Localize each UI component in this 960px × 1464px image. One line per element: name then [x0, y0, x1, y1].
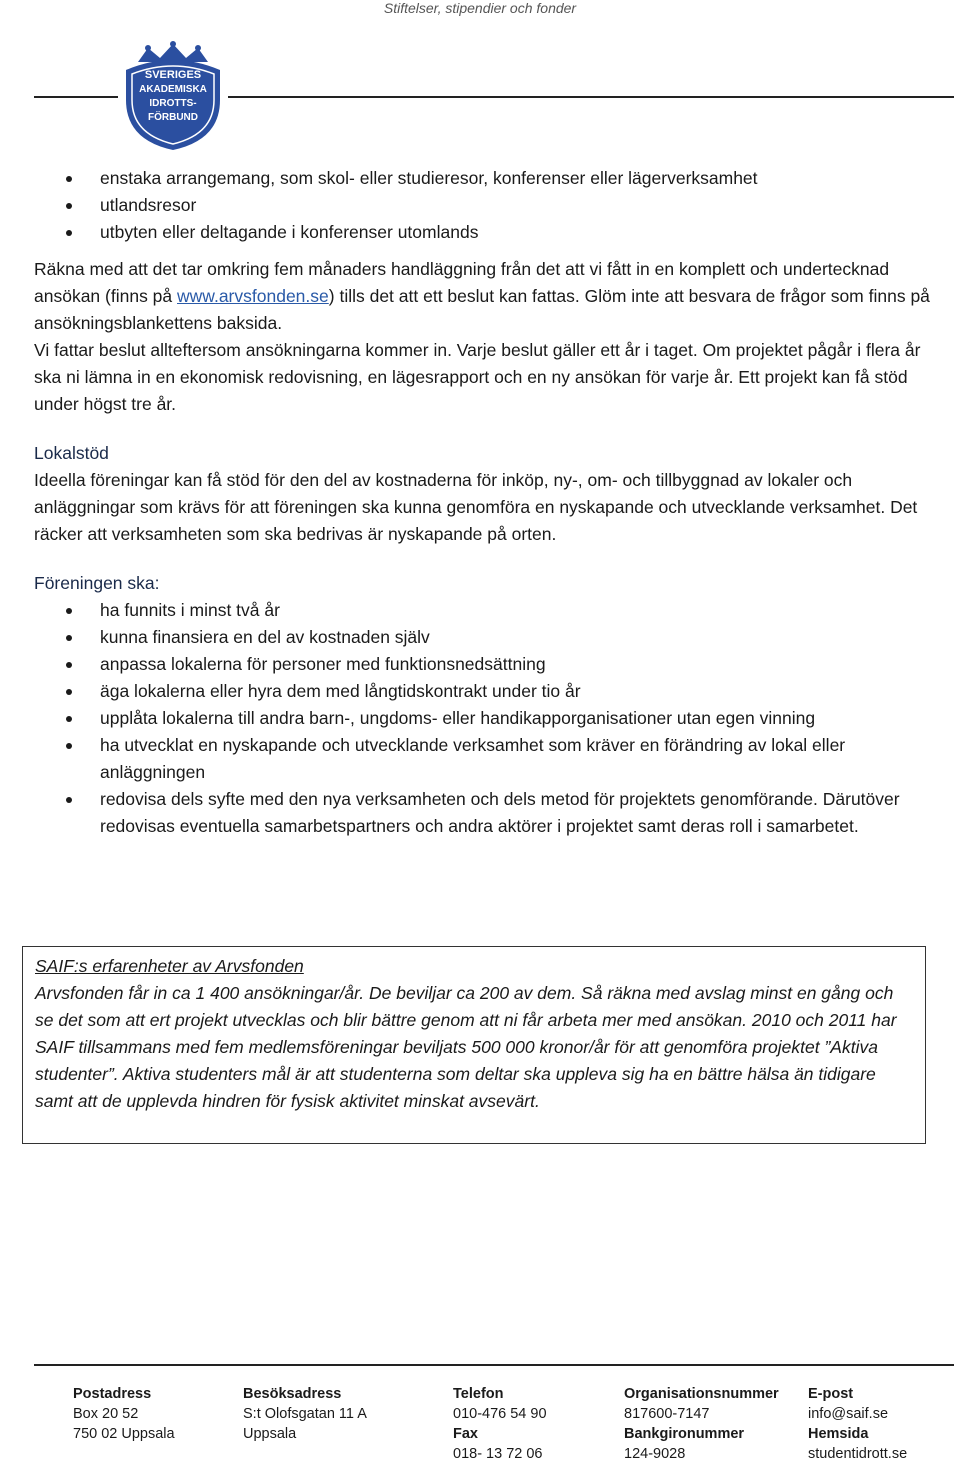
saif-logo: [118, 40, 228, 152]
svg-text:AKADEMISKA: AKADEMISKA: [139, 84, 207, 95]
footer-organisationsnummer: Organisationsnummer 817600-7147 Bankgironummer 124-9028: [624, 1386, 779, 1462]
bullet-icon: [66, 608, 72, 614]
bullet-icon: [66, 716, 72, 722]
footer-divider: [34, 1364, 954, 1366]
activity-list: [34, 165, 934, 246]
website-link[interactable]: studentidrott.se: [808, 1446, 908, 1462]
bullet-icon: [66, 203, 72, 209]
list-item: anpassa lokalerna för personer med funktionsnedsättning: [34, 651, 934, 678]
processing-time-paragraph: Räkna med att det tar omkring fem månaders handläggning från det att vi fått in en komplett och undertecknad ansökan (finns på www.arvsfonden.se) tills det att ett beslut kan fattas. Glöm inte att besvara de frågor som finns på ansökningsblankettens baksida.: [34, 259, 930, 333]
svg-text:FÖRBUND: FÖRBUND: [148, 112, 198, 123]
bullet-icon: [66, 689, 72, 695]
requirements-list: [34, 597, 934, 840]
foreningen-heading: Föreningen ska:: [34, 573, 160, 593]
saif-experience-box: [22, 946, 926, 1144]
list-item: enstaka arrangemang, som skol- eller studieresor, konferenser eller lägerverksamhet: [34, 165, 934, 192]
bullet-icon: [66, 797, 72, 803]
page-header-title: Stiftelser, stipendier och fonder: [383, 0, 577, 16]
lokalstod-paragraph: Ideella föreningar kan få stöd för den del av kostnaderna för inköp, ny-, om- och tillbyggnad av lokaler och anläggningar som krävs för att föreningen ska kunna genomföra en nyskapande och utvecklande verksamhet. Det räcker att verksamheten som ska bedrivas är nyskapande på orten.: [34, 470, 918, 544]
bullet-icon: [66, 176, 72, 182]
list-item: ha funnits i minst två år: [34, 597, 934, 624]
list-item: kunna finansiera en del av kostnaden själv: [34, 624, 934, 651]
svg-text:SVERIGES: SVERIGES: [144, 69, 202, 81]
list-item: ha utvecklat en nyskapande och utvecklande verksamhet som kräver en förändring av lokal eller anläggningen: [34, 732, 934, 786]
list-item: äga lokalerna eller hyra dem med långtidskontrakt under tio år: [34, 678, 934, 705]
bullet-icon: [66, 635, 72, 641]
box-title: SAIF:s erfarenheter av Arvsfonden: [35, 956, 304, 976]
bullet-icon: [66, 230, 72, 236]
document-body: [34, 165, 934, 840]
footer-epost: E-post info@saif.se Hemsida studentidrott.se: [808, 1386, 908, 1462]
arvsfonden-link[interactable]: www.arvsfonden.se: [177, 286, 329, 306]
lokalstod-heading: Lokalstöd: [34, 443, 109, 463]
box-text: Arvsfonden får in ca 1 400 ansökningar/år. De beviljar ca 200 av dem. Så räkna med avslag minst en gång och se det som att ert projekt utvecklas och blir bättre genom att ni får arbeta mer med ansökan. 2010 och 2011 har SAIF tillsammans med fem medlemsföreningar beviljats 500 000 kronor/år för att genomföra projektet ”Aktiva studenter”. Aktiva studenters mål är att studenterna som deltar ska uppleva sig ha en bättre hälsa än tidigare samt att de upplevda hindren för fysisk aktivitet minskat avsevärt.: [35, 983, 897, 1111]
footer-postadress: Postadress Box 20 52 750 02 Uppsala: [73, 1386, 175, 1442]
list-item: upplåta lokalerna till andra barn-, ungdoms- eller handikapporganisationer utan egen vinning: [34, 705, 934, 732]
list-item: redovisa dels syfte med den nya verksamheten och dels metod för projektets genomförande. Därutöver redovisas eventuella samarbetspartners och andra aktörer i projektet samt deras roll i samarbetet.: [34, 786, 934, 840]
footer-telefon: Telefon 010-476 54 90 Fax 018- 13 72 06: [453, 1386, 547, 1462]
decision-paragraph: Vi fattar beslut allteftersom ansökningarna kommer in. Varje beslut gäller ett år i taget. Om projektet pågår i flera år ska ni lämna in en ekonomisk redovisning, en lägesrapport och en ny ansökan för varje år. Ett projekt kan få stöd under högst tre år.: [34, 340, 921, 414]
bullet-icon: [66, 743, 72, 749]
bullet-icon: [66, 662, 72, 668]
email-link[interactable]: info@saif.se: [808, 1406, 889, 1422]
svg-text:IDROTTS-: IDROTTS-: [149, 98, 197, 109]
list-item: utlandsresor: [34, 192, 934, 219]
footer-besoksadress: Besöksadress S:t Olofsgatan 11 A Uppsala: [243, 1386, 367, 1442]
list-item: utbyten eller deltagande i konferenser utomlands: [34, 219, 934, 246]
